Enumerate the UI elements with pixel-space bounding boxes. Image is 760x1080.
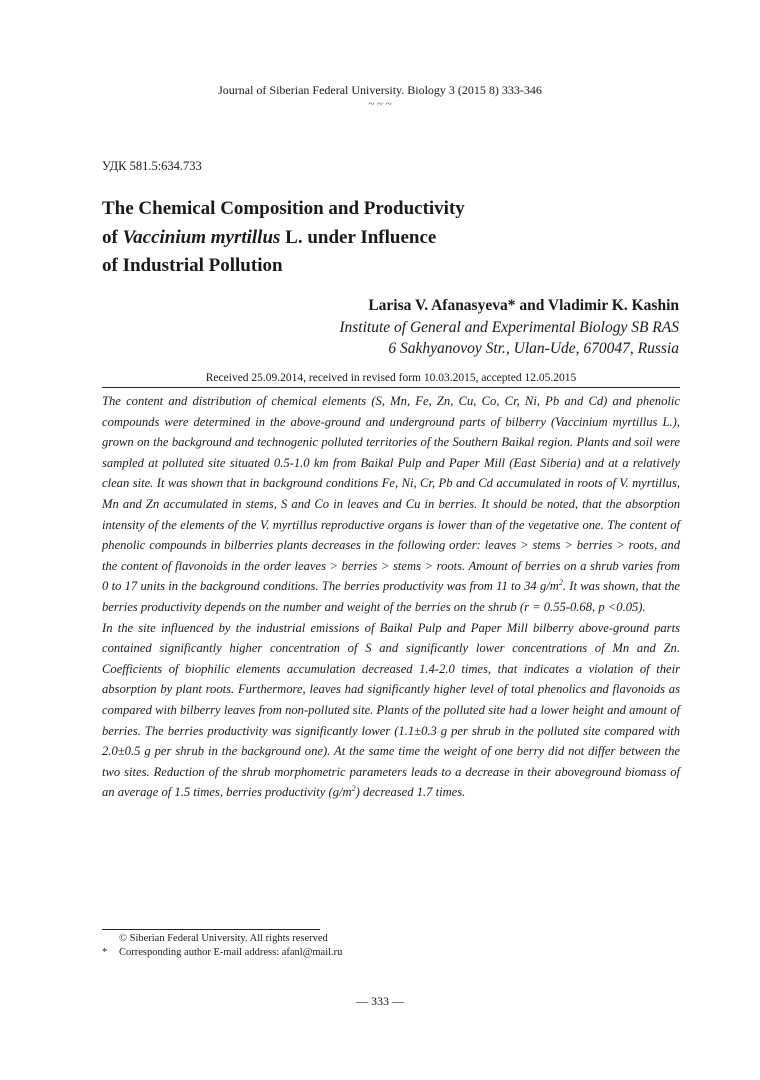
author-list: Larisa V. Afanasyeva* and Vladimir K. Kashin (368, 297, 679, 314)
abstract-p1-text: The content and distribution of chemical elements (S, Mn, Fe, Zn, Cu, Co, Cr, Ni, Pb and Cd) and phenolic compounds were determined in the above-ground and underground parts of bilberry (Vaccinium myrtillus L.), grown on the background and technogenic polluted territories of the Southern Baikal region. Plants and soil were sampled at polluted site situated 0.5-1.0 km from Baikal Pulp and Paper Mill (East Siberia) and at a relatively clean site. It was shown that in background conditions Fe, Ni, Cr, Pb and Cd accumulated in roots of V. myrtillus, Mn and Zn accumulated in stems, S and Co in leaves and Cu in berries. It should be noted, that the absorption intensity of the elements of the V. myrtillus reproductive organs is lower than of the vegetative one. The content of phenolic compounds in bilberries plants decreases in the following order: leaves > stems > berries > roots, and the content of flavonoids in the order leaves > berries > stems > roots. Amount of berries on a shrub varies from 0 to 17 units in the background conditions. The berries productivity was from 11 to 34 g/m (102, 394, 680, 594)
abstract-p2-text-end: ) decreased 1.7 times. (355, 785, 466, 800)
journal-header: Journal of Siberian Federal University. Biology 3 (2015 8) 333-346 (218, 83, 542, 97)
footnote-asterisk: * (102, 947, 108, 958)
footnote-corresponding-text: Corresponding author E-mail address: afanl@mail.ru (119, 947, 343, 958)
title-line-1: The Chemical Composition and Productivity (102, 198, 465, 219)
abstract-p2-superscript: 2 (351, 784, 356, 794)
article-title (102, 195, 662, 281)
abstract-p2-text: In the site influenced by the industrial emissions of Baikal Pulp and Paper Mill bilberry above-ground parts contained significantly higher concentration of S and significantly lower concentrations of Mn and Zn. Coefficients of biophilic elements accumulation decreased 1.4-2.0 times, that indicates a violation of their absorption by plant roots. Furthermore, leaves had significantly higher level of total phenolics and flavonoids as compared with bilberry leaves from non-polluted site. Plants of the polluted site had a lower height and amount of berries. The berries productivity was significantly lower (1.1±0.3 g per shrub in the polluted site compared with 2.0±0.5 g per shrub in the background one). At the same time the weight of one berry did not differ between the two sites. Reduction of the shrub morphometric parameters leads to a decrease in their aboveground biomass of an average of 1.5 times, berries productivity (g/m (102, 620, 680, 800)
abstract (102, 391, 680, 803)
abstract-p1-superscript: 2 (558, 578, 563, 588)
footnote-copyright: © Siberian Federal University. All rights reserved (119, 933, 328, 944)
footnote-rule (102, 929, 320, 930)
title-species-name: Vaccinium myrtillus (122, 226, 281, 248)
affiliation-address: 6 Sakhyanovoy Str., Ulan-Ude, 670047, Russia (388, 340, 679, 357)
abstract-top-rule (102, 387, 680, 388)
udk-code: УДК 581.5:634.733 (102, 159, 202, 173)
abstract-p1-text-end: . It was shown, that the berries productivity depends on the number and weight of the berries on the shrub (r = 0.55-0.68, p <0.05). (102, 579, 680, 614)
abstract-paragraph-1 (102, 391, 680, 618)
title-line-3: of Industrial Pollution (102, 255, 283, 276)
header-separator: ~ ~ ~ (368, 98, 392, 110)
title-line-2-pre: of (102, 226, 123, 248)
abstract-paragraph-2 (102, 618, 680, 803)
title-line-2-post: L. under Influence (280, 226, 437, 248)
footnote-corresponding (102, 946, 342, 960)
received-dates: Received 25.09.2014, received in revised form 10.03.2015, accepted 12.05.2015 (205, 372, 577, 384)
page-number: — 333 — (356, 994, 404, 1008)
affiliation-institute: Institute of General and Experimental Biology SB RAS (339, 319, 679, 336)
